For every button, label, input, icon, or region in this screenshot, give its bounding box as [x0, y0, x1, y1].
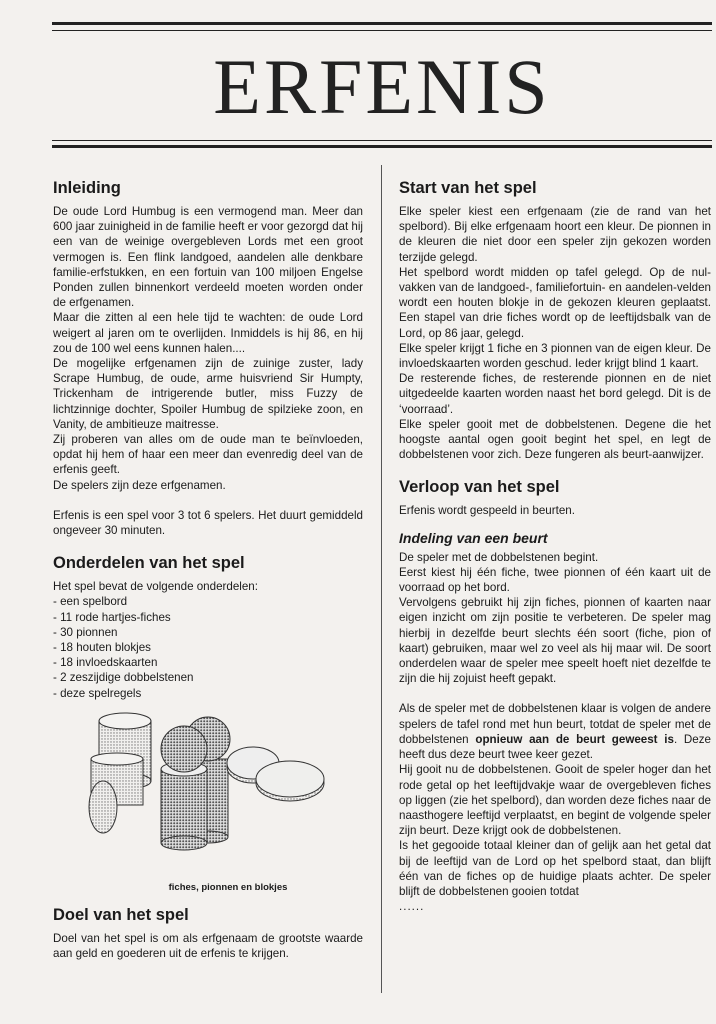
start-heading: Start van het spel [399, 179, 537, 197]
page-title: ERFENIS [213, 43, 551, 130]
list-item: - 18 houten blokjes [53, 641, 151, 655]
intro-paragraph-1: De oude Lord Humbug is een vermogend man. Meer dan 600 jaar zuinigheid in de familie heeft er voor gezorgd dat hij een van de weinige overgebleven Lords met een groot vermogen is. Een flink landgoed, aandelen alle denkbare familie-erfstukken, en een fortuin van 100 miljoen Engelse Ponden zullen binnenkort verdeeld moeten worden onder de erfgenamen. [53, 205, 364, 310]
column-divider [381, 165, 382, 993]
start-paragraph-2: Het spelbord wordt midden op tafel gelegd. Op de nul-vakken van de landgoed-, familiefortuin- en aandelen-velden wordt een houten blokje in de gekozen kleuren geplaatst. Een stapel van drie fiches wordt op de leeftijdsbalk van de Lord, op 86 jaar, gelegd. [399, 265, 711, 340]
goal-text: Doel van het spel is om als erfgenaam de grootste waarde aan geld en goederen uit de erfenis te krijgen. [53, 932, 363, 961]
list-item: - 18 invloedskaarten [53, 656, 158, 670]
turn-heading: Indeling van een beurt [399, 529, 548, 546]
flow-heading: Verloop van het spel [399, 478, 560, 497]
bottom-rule-thick [52, 145, 712, 148]
components-illustration [53, 711, 363, 876]
turn-p4-bold: opnieuw aan de beurt geweest is [475, 732, 674, 746]
start-paragraph-1: Elke speler kiest een erfgenaam (zie de rand van het spelbord). Bij elke erfgenaam hoort een kleur. De pionnen in de kleuren die niet door een speler zijn gekozen worden terzijde gelegd. [399, 205, 711, 264]
intro-paragraph-3: De mogelijke erfgenamen zijn de zuinige zuster, lady Scrape Humbug, de oude, arme huisvriend Sir Humpty, Trickenham de intrigerende butler, miss Fuzzy de lichtzinnige dochter, Spoiler Humbug de spilzieke zoon, en Vanity, de ambitieuze maitresse. [53, 357, 363, 431]
start-paragraph-5: Elke speler gooit met de dobbelstenen. Degene die het hoogste aantal ogen gooit begint het spel, en legt de dobbelstenen voor zich. Deze fungeren als beurt-aanwijzer. [399, 417, 711, 462]
goal-section [53, 905, 363, 961]
intro-paragraph-6: Erfenis is een spel voor 3 tot 6 spelers. Het duurt gemiddeld ongeveer 30 minuten. [53, 508, 363, 538]
start-paragraph-4: De resterende fiches, de resterende pionnen en de niet uitgedeelde kaarten worden naast het bord gelegd. Dit is de ‘voorraad’. [399, 372, 711, 416]
continuation-marker: ...... [399, 900, 425, 914]
parts-heading: Onderdelen van het spel [53, 554, 245, 573]
left-column [53, 178, 363, 962]
intro-paragraph-4: Zij proberen van alles om de oude man te beïnvloeden, opdat hij hem of haar een meer dan evenredig deel van de erfenis geeft. [53, 433, 363, 477]
right-column [399, 178, 711, 914]
fiche-tokens [227, 747, 324, 801]
turn-p4-end: . Deze heeft dus deze beurt twee keer gezet. [399, 732, 711, 762]
flow-section [399, 477, 711, 518]
bottom-rule-thin [52, 140, 712, 141]
flow-text: Erfenis wordt gespeeld in beurten. [399, 504, 575, 518]
turn-paragraph-3: Vervolgens gebruikt hij zijn fiches, pionnen of kaarten naar eigen inzicht om zijn positie te verbeteren. De speler mag hierbij in dezelfde beurt slechts één soort (fiche, pion of kaart) gebruiken, maar wel zo veel als hij maar wil. De soort onderdelen waar de speler mee speelt hoeft niet dezelfde te zijn die hij zojuist heeft gepakt. [399, 596, 711, 686]
top-rule-thin [52, 30, 712, 31]
turn-paragraph-6: Is het gegooide totaal kleiner dan of gelijk aan het getal dat bij de leeftijd van de Lord op het spelbord staat, dan blijft één van de fiches op de huidige plaats achter. De speler blijft de dobbelstenen gooien totdat [399, 839, 711, 898]
wooden-block-lying [89, 753, 143, 833]
pieces-drawing [83, 711, 343, 876]
list-item: - een spelbord [53, 595, 128, 609]
intro-heading: Inleiding [53, 179, 121, 197]
top-rule-thick [52, 22, 712, 25]
list-item: - 30 pionnen [53, 625, 118, 639]
parts-intro: Het spel bevat de volgende onderdelen: [53, 580, 258, 594]
turn-paragraph-4 [399, 701, 711, 762]
parts-section [53, 553, 363, 895]
start-section [399, 178, 711, 462]
list-item: - 11 rode hartjes-fiches [53, 610, 171, 624]
list-item: - 2 zeszijdige dobbelstenen [53, 671, 194, 685]
intro-section [53, 178, 363, 538]
turn-paragraph-5: Hij gooit nu de dobbelstenen. Gooit de speler hoger dan het rode getal op het leeftijdvakje waar de overgebleven fiches op liggen (zie het spelbord), dan worden deze fiches naar de naasthogere leeftijd verplaatst, en begint de volgende speler zijn beurt. Deze krijgt ook de dobbelstenen. [399, 763, 711, 838]
figure-caption: fiches, pionnen en blokjes [168, 881, 288, 893]
turn-p4-start: Als de speler met de dobbelstenen klaar is volgen de andere spelers de tafel rond met hun beurt, totdat de speler met de dobbelstenen [399, 702, 711, 746]
list-item: - deze spelregels [53, 686, 142, 700]
turn-paragraph-2: Eerst kiest hij één fiche, twee pionnen of één kaart uit de voorraad op het bord. [399, 565, 711, 595]
parts-list [53, 594, 363, 700]
turn-paragraph-1: De speler met de dobbelstenen begint. [399, 550, 599, 564]
pawn [161, 726, 207, 850]
goal-heading: Doel van het spel [53, 906, 189, 925]
intro-paragraph-5: De spelers zijn deze erfgenamen. [53, 478, 226, 492]
intro-paragraph-2: Maar die zitten al een hele tijd te wachten: de oude Lord weigert al jaren om te overlijden. Inmiddels is hij 86, en hij zou de 100 wel eens kunnen halen.... [53, 311, 363, 355]
start-paragraph-3: Elke speler krijgt 1 fiche en 3 pionnen van de eigen kleur. De invloedskaarten worden geschud. Ieder krijgt blind 1 kaart. [399, 341, 711, 371]
turn-section [399, 529, 711, 915]
